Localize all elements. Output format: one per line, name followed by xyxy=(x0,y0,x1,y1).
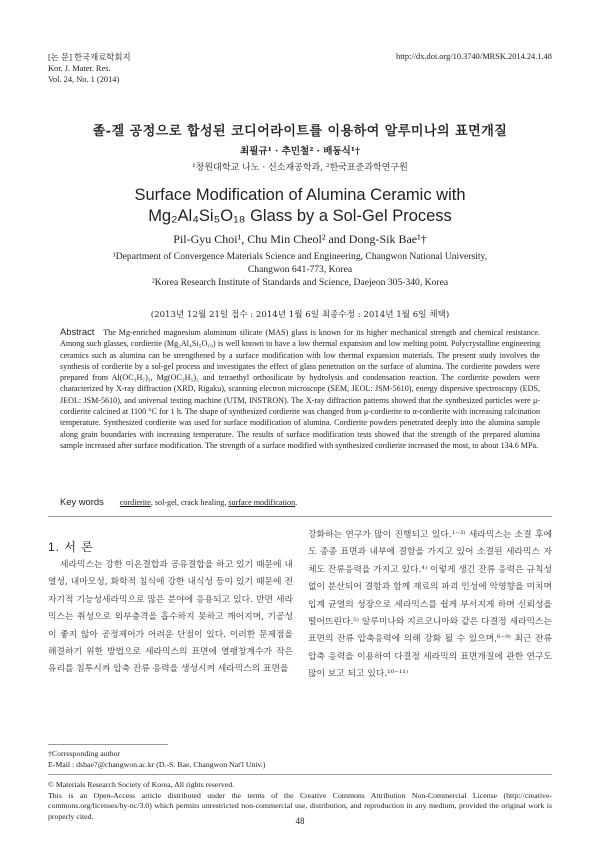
body-column-left xyxy=(48,557,293,679)
corresponding-email: E-Mail : dsbae7@changwon.ac.kr (D.-S. Bae, Changwon Nat'l Univ.) xyxy=(48,759,266,769)
journal-volume: Vol. 24, No. 1 (2014) xyxy=(48,75,120,84)
keywords-end: . xyxy=(295,498,298,507)
keyword-link-cordierite[interactable]: cordierite xyxy=(119,498,151,507)
journal-name-kr: [논 문] 한국재료학회지 xyxy=(48,53,131,62)
license-text: This is an Open-Access article distributed under the terms of the Creative Commons Attribution Non-Commercial License (http://creative-commons.org/licenses/by-nc/3.0) which permits unrestricted non-commercial use, distribution, and reproduction in any medium, provided the original work is properly cited. xyxy=(48,790,552,822)
journal-name-en: Kor. J. Mater. Res. xyxy=(48,64,111,73)
received-dates: (2013년 12월 21일 접수 : 2014년 1월 6일 최종수정 : 2014년 1월 6일 채택) xyxy=(150,310,450,320)
english-authors: Pil-Gyu Choi¹, Chu Min Cheol² and Dong-Sik Bae¹† xyxy=(173,232,427,246)
intro-paragraph-right: 강화하는 연구가 많이 진행되고 있다.¹⁻³⁾ 세라믹스는 소결 후에도 종종 표면과 내부에 결함을 가지고 있어 소결된 세라믹스 자체도 잔류응력을 가지고 있다.⁴⁾ 이렇게 생긴 잔류 응력은 규칙성 없이 분산되어 결함과 함께 재료의 파괴 인성에 악영향을 미치며 입계 균열의 성장으로 세라믹스를 쉽게 부서지게 하며 신뢰성을 떨어뜨린다.⁵⁾ 알루미나와 지르코니아와 같은 다결정 세라믹스는 표면의 잔류 압축응력에 의해 강화 될 수 있으며,⁶⁻⁹⁾ 최근 잔류 압축 응력을 이용하여 다결정 세라믹의 표면개질에 관한 연구도 많이 보고 되고 있다.¹⁰⁻¹¹⁾ xyxy=(308,530,552,680)
abstract-label: Abstract xyxy=(60,326,95,337)
keywords xyxy=(60,496,297,507)
english-affiliation xyxy=(40,250,560,289)
abstract xyxy=(60,326,540,451)
section-divider xyxy=(48,516,552,517)
korean-title: 졸-겔 공정으로 합성된 코디어라이트를 이용하여 알루미나의 표면개질 xyxy=(92,124,508,139)
body-column-right xyxy=(308,527,552,684)
affiliation-2: ²Korea Research Institute of Standards and Science, Daejeon 305-340, Korea xyxy=(151,277,449,288)
intro-paragraph-left: 세라믹스는 강한 이온결합과 공유결합을 하고 있기 때문에 내열성, 내마모성, 화학적 침식에 강한 내식성 등이 있기 때문에 전자기적 기능성세라믹으로 많은 분야에 응용되고 있다. 반면 세라믹스는 취성으로 외부충격을 흡수하지 못하고 깨어지며, 기공성이 좋지 않아 공정제어가 어려운 단점이 있다. 이러한 문제점을 해결하기 위한 방법으로 세라믹스의 표면에 열팽창계수가 작은 유리를 침투시켜 압축 잔류 응력을 생성시켜 세라믹스의 표면을 xyxy=(48,560,293,675)
keywords-label: Key words xyxy=(60,496,104,507)
keywords-plain: , sol-gel, crack healing, xyxy=(150,498,229,507)
affiliation-1-city: Changwon 641-773, Korea xyxy=(247,264,353,275)
journal-header xyxy=(48,52,131,85)
abstract-text: The Mg-enriched magnesium aluminum silicate (MAS) glass is known for its higher mechanical strength and chemical resistance. Among such glasses, cordierite (Mg₂Al₄Si₅O₁₈) is well known to have a low thermal expansion and low melting point. Polycrystalline engineering ceramics such as alumina can be strengthened by a surface modification with low thermal expansion materials. The present study involves the synthesis of cordierite by a sol-gel process and investigates the effect of glass penetration on the surface of alumina. The cordierite powders were prepared from Al(OC₃H₇)₃, Mg(OC₂H₅)₂ and tetraethyl orthosilicate by hydrolysis and condensation reaction. The cordierite powders were characterized by X-ray diffraction (XRD, Rigaku), scanning electron microscope (SEM, JEOL: JSM-5610), energy dispersive spectroscopy (EDS, JEOL: JSM-5610), and universal testing machine (UTM, INSTRON). The X-ray diffraction patterns showed that the synthesized particles were μ-cordierite calcined at 1100 °C for 1 h. The shape of synthesized cordierite was changed from μ-cordierite to α-cordierite with increasing calcination temperature. Synthesized cordierite was used for surface modification of alumina. Cordierite powders penetrated deeply into the alumina sample along grain boundaries with increasing temperature. The results of surface modification tests showed that the strength of the prepared alumina sample increased after surface modification. The strength of a surface modified with synthesized cordierite increased the most, to about 134.6 MPa. xyxy=(60,328,540,450)
korean-authors: 최필규¹ · 추민철² · 배동식¹† xyxy=(240,146,360,157)
english-title-line-2: Mg₂Al₄Si₅O₁₈ Glass by a Sol-Gel Process xyxy=(148,207,452,225)
section-heading-introduction: 1. 서 론 xyxy=(48,540,94,554)
corresponding-author-label: †Corresponding author xyxy=(48,749,121,758)
copyright-line: © Materials Research Society of Korea, All rights reserved. xyxy=(48,780,235,789)
corresponding-author-note xyxy=(48,749,265,770)
affiliation-1: ¹Department of Convergence Materials Science and Engineering, Changwon National University, xyxy=(112,251,488,262)
page-number: 48 xyxy=(295,816,305,826)
doi-link[interactable]: http://dx.doi.org/10.3740/MRSK.2014.24.1.48 xyxy=(396,52,552,61)
footnote-divider xyxy=(48,744,168,745)
english-title xyxy=(0,185,600,227)
korean-affiliation: ¹창원대학교 나노 · 신소재공학과, ²한국표준과학연구원 xyxy=(192,163,408,173)
copyright-divider xyxy=(48,774,552,775)
english-title-line-1: Surface Modification of Alumina Ceramic with xyxy=(134,186,466,204)
keyword-link-surface-modification[interactable]: surface modification xyxy=(228,498,296,507)
